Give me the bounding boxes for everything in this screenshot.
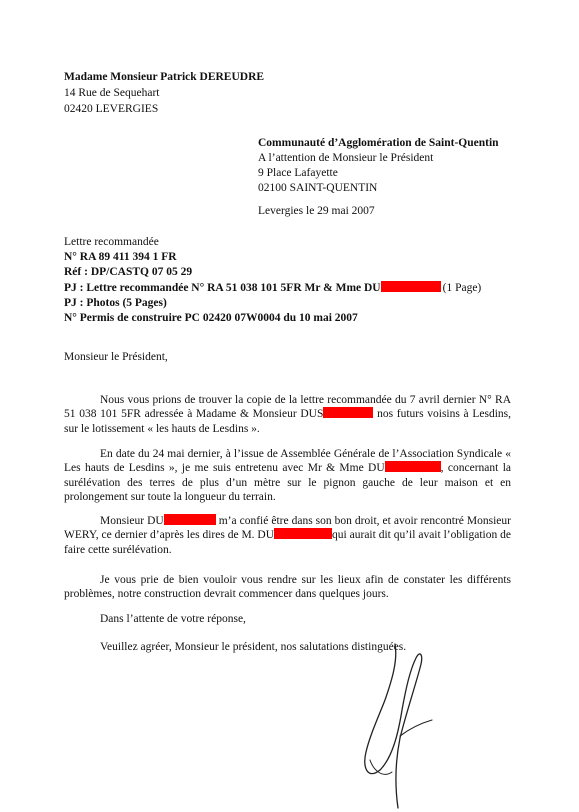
redaction-box <box>274 528 332 539</box>
paragraph-3-text-a: Monsieur DU <box>100 515 164 527</box>
redaction-box <box>164 514 216 525</box>
ref-pj-letter-start: PJ : Lettre recommandée N° RA 51 038 101 5FR Mr & Mme DU <box>64 282 381 294</box>
recipient-street: 9 Place Lafayette <box>258 167 338 179</box>
paragraph-2-text-b: , concernant la surélévation des terres de plus d’un mètre sur le pignon gauche de leur maison et en prolongement sur toute la longueur du terrain. <box>64 462 511 503</box>
paragraph-2-text-a: En date du 24 mai dernier, à l’issue de Assemblée Générale de l’Association Syndicale « Les hauts de Lesdins », je me suis entretenu avec Mr & Mme DU <box>64 448 511 475</box>
paragraph-1-text-b: nos futurs voisins à Lesdins, sur le lotissement « les hauts de Lesdins ». <box>64 408 511 435</box>
paragraph-1-text-a: Nous vous prions de trouver la copie de la lettre recommandée du 7 avril dernier N° RA 51 038 101 5FR adressée à Madame & Monsieur DUS <box>64 394 511 421</box>
redaction-box <box>323 407 373 418</box>
paragraph-1 <box>64 393 511 436</box>
redaction-box <box>381 281 441 292</box>
ref-numero: N° RA 89 411 394 1 FR <box>64 251 177 263</box>
paragraph-4: Je vous prie de bien vouloir vous rendre sur les lieux afin de constater les différents problèmes, notre construction devrait commencer dans quelques jours. <box>64 574 511 601</box>
ref-pj-letter-end: (1 Page) <box>442 282 482 294</box>
closing-formula: Veuillez agréer, Monsieur le président, nos salutations distinguées. <box>100 641 407 653</box>
sender-city: 02420 LEVERGIES <box>64 103 159 115</box>
redaction-box <box>385 461 441 472</box>
recipient-attention: A l’attention de Monsieur le Président <box>258 152 434 164</box>
paragraph-5: Dans l’attente de votre réponse, <box>100 613 246 625</box>
sender-street: 14 Rue de Sequehart <box>64 87 160 99</box>
sender-name: Madame Monsieur Patrick DEREUDRE <box>64 71 265 83</box>
place-date: Levergies le 29 mai 2007 <box>258 205 375 217</box>
ref-code: Réf : DP/CASTQ 07 05 29 <box>64 266 193 278</box>
recipient-city: 02100 SAINT-QUENTIN <box>258 182 378 194</box>
paragraph-3-text-b: m’a confié être dans son bon droit, et avoir rencontré Monsieur WERY, ce dernier d’après les dires de M. DU <box>64 515 511 542</box>
ref-pj-letter <box>64 281 481 295</box>
ref-recommande: Lettre recommandée <box>64 236 159 248</box>
handwritten-signature <box>340 640 450 812</box>
paragraph-3 <box>64 514 511 557</box>
recipient-org: Communauté d’Agglomération de Saint-Quentin <box>258 137 499 149</box>
ref-permis: N° Permis de construire PC 02420 07W0004 du 10 mai 2007 <box>64 312 358 324</box>
salutation: Monsieur le Président, <box>64 351 168 363</box>
ref-pj-photos: PJ : Photos (5 Pages) <box>64 297 167 309</box>
paragraph-3-text-c: qui aurait dit qu’il avait l’obligation de faire cette surélévation. <box>64 529 511 556</box>
paragraph-2 <box>64 447 511 504</box>
